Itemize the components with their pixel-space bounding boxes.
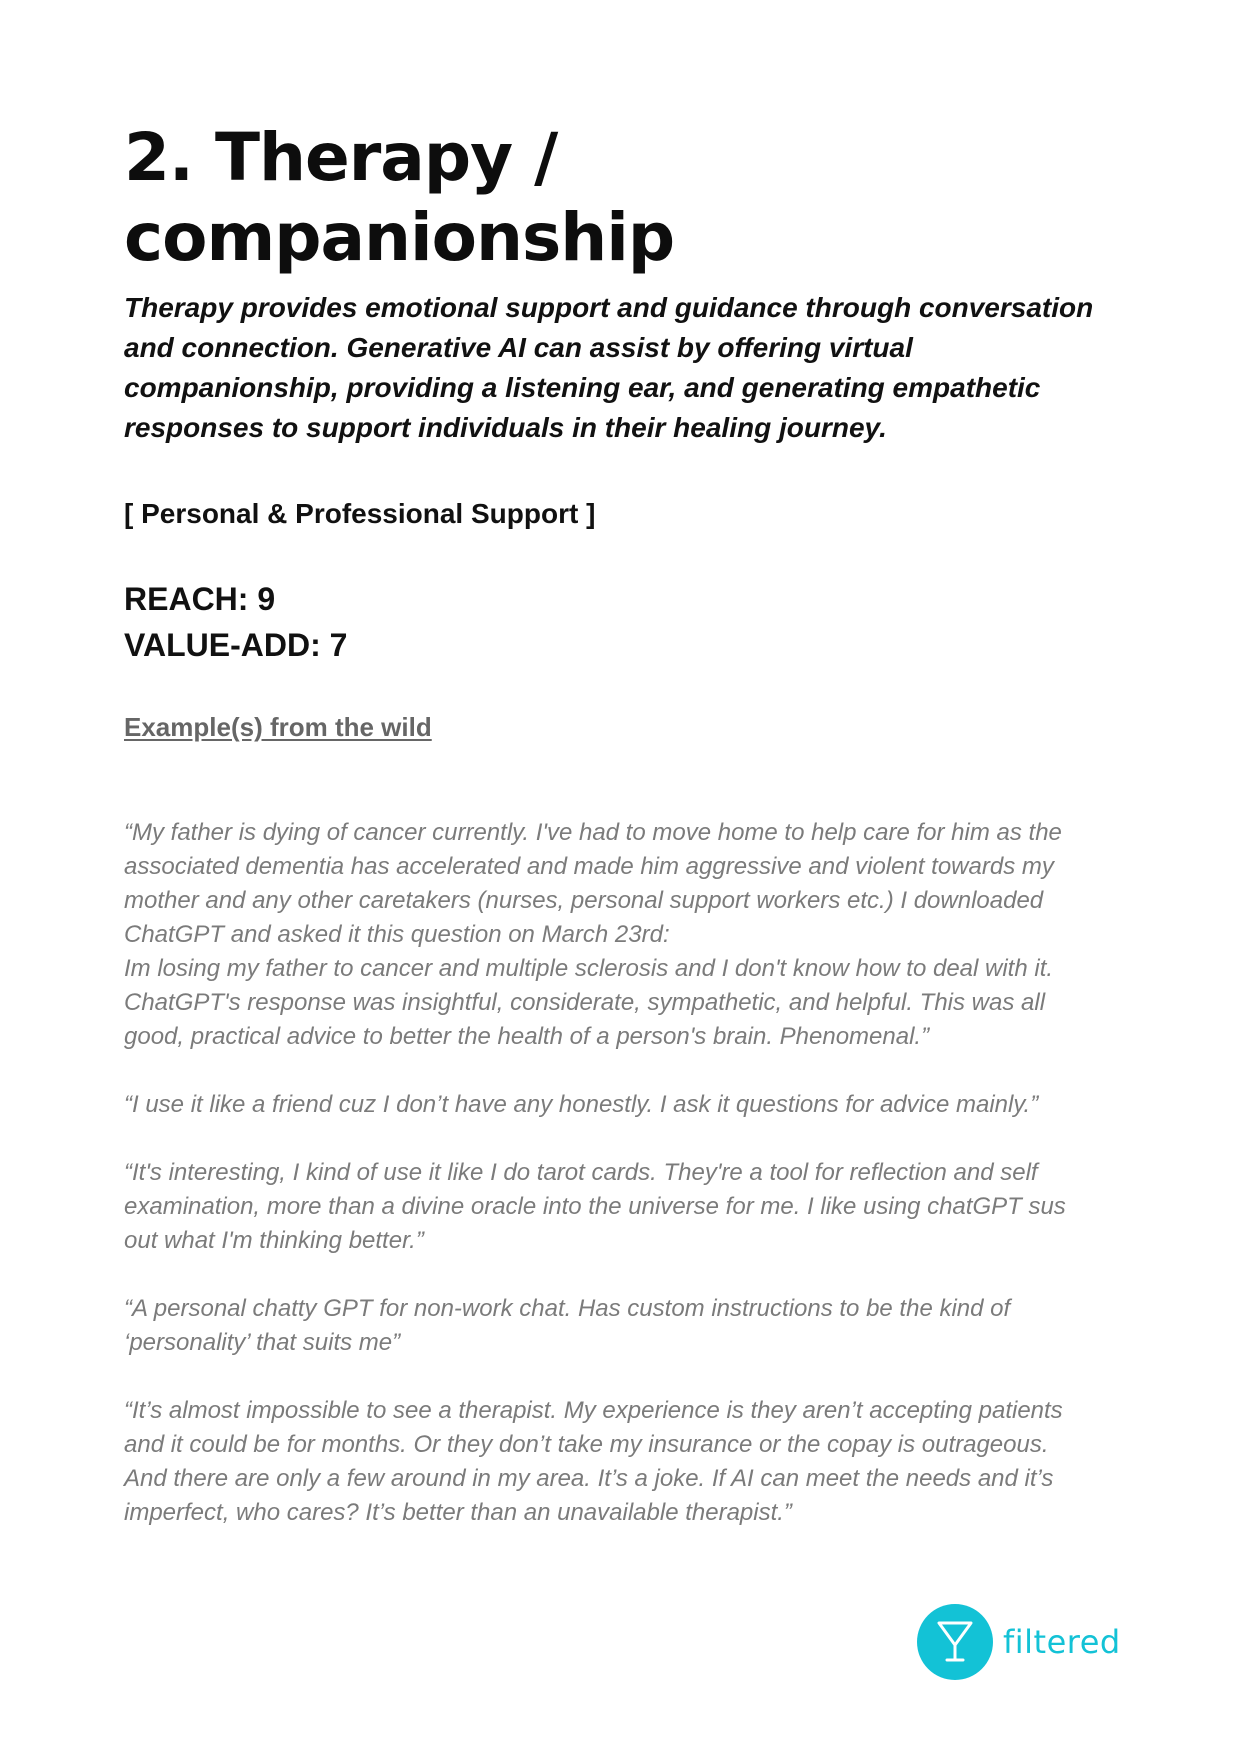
quote-line: “My father is dying of cancer currently. I've had to move home to help care for him as the (124, 819, 1062, 846)
filtered-logo (917, 1604, 1121, 1680)
quote-line: out what I'm thinking better.” (124, 1227, 424, 1254)
quote-line: ChatGPT and asked it this question on March 23rd: (124, 921, 670, 948)
quote-item (124, 1088, 1124, 1122)
quote-line: mother and any other caretakers (nurses, personal support workers etc.) I downloaded (124, 887, 1044, 914)
reach-score: REACH: 9 (124, 581, 276, 617)
quote-line: “A personal chatty GPT for non-work chat. Has custom instructions to be the kind of (124, 1295, 1011, 1322)
quote-line: “I use it like a friend cuz I don’t have any honestly. I ask it questions for advice mainly.” (124, 1091, 1039, 1118)
quote-line: “It’s almost impossible to see a therapist. My experience is they aren’t accepting patients (124, 1397, 1063, 1424)
quote-line: associated dementia has accelerated and made him aggressive and violent towards my (124, 853, 1054, 880)
logo-wordmark: filtered (1003, 1623, 1121, 1661)
examples-heading: Example(s) from the wild (124, 712, 432, 742)
quote-line: imperfect, who cares? It’s better than an unavailable therapist.” (124, 1499, 792, 1526)
quote-item (124, 1394, 1124, 1530)
value-add-score: VALUE-ADD: 7 (124, 627, 348, 663)
quote-line: ‘personality’ that suits me” (124, 1329, 401, 1356)
quote-item (124, 816, 1124, 1054)
quote-line: ChatGPT's response was insightful, considerate, sympathetic, and helpful. This was all (124, 989, 1046, 1016)
metrics-block (124, 576, 1124, 668)
category-label: [ Personal & Professional Support ] (124, 498, 596, 529)
quote-line: examination, more than a divine oracle into the universe for me. I like using chatGPT sus (124, 1193, 1066, 1220)
quote-line: good, practical advice to better the health of a person's brain. Phenomenal.” (124, 1023, 930, 1050)
cocktail-glass-icon (917, 1604, 993, 1680)
page-title: 2. Therapy / companionship (124, 119, 675, 276)
section-description: Therapy provides emotional support and guidance through conversation and connection. Generative AI can assist by offering virtual companionship, providing a listening ear, and generating empathetic responses to support individuals in their healing journey. (124, 292, 1094, 443)
document-page (124, 118, 1124, 1564)
quote-item (124, 1156, 1124, 1258)
quote-line: And there are only a few around in my area. It’s a joke. If AI can meet the needs and it’s (124, 1465, 1054, 1492)
quotes-list (124, 816, 1124, 1530)
quote-line: Im losing my father to cancer and multiple sclerosis and I don't know how to deal with it. (124, 955, 1054, 982)
quote-item (124, 1292, 1124, 1360)
quote-line: “It's interesting, I kind of use it like I do tarot cards. They're a tool for reflection and self (124, 1159, 1038, 1186)
quote-line: and it could be for months. Or they don’t take my insurance or the copay is outrageous. (124, 1431, 1049, 1458)
